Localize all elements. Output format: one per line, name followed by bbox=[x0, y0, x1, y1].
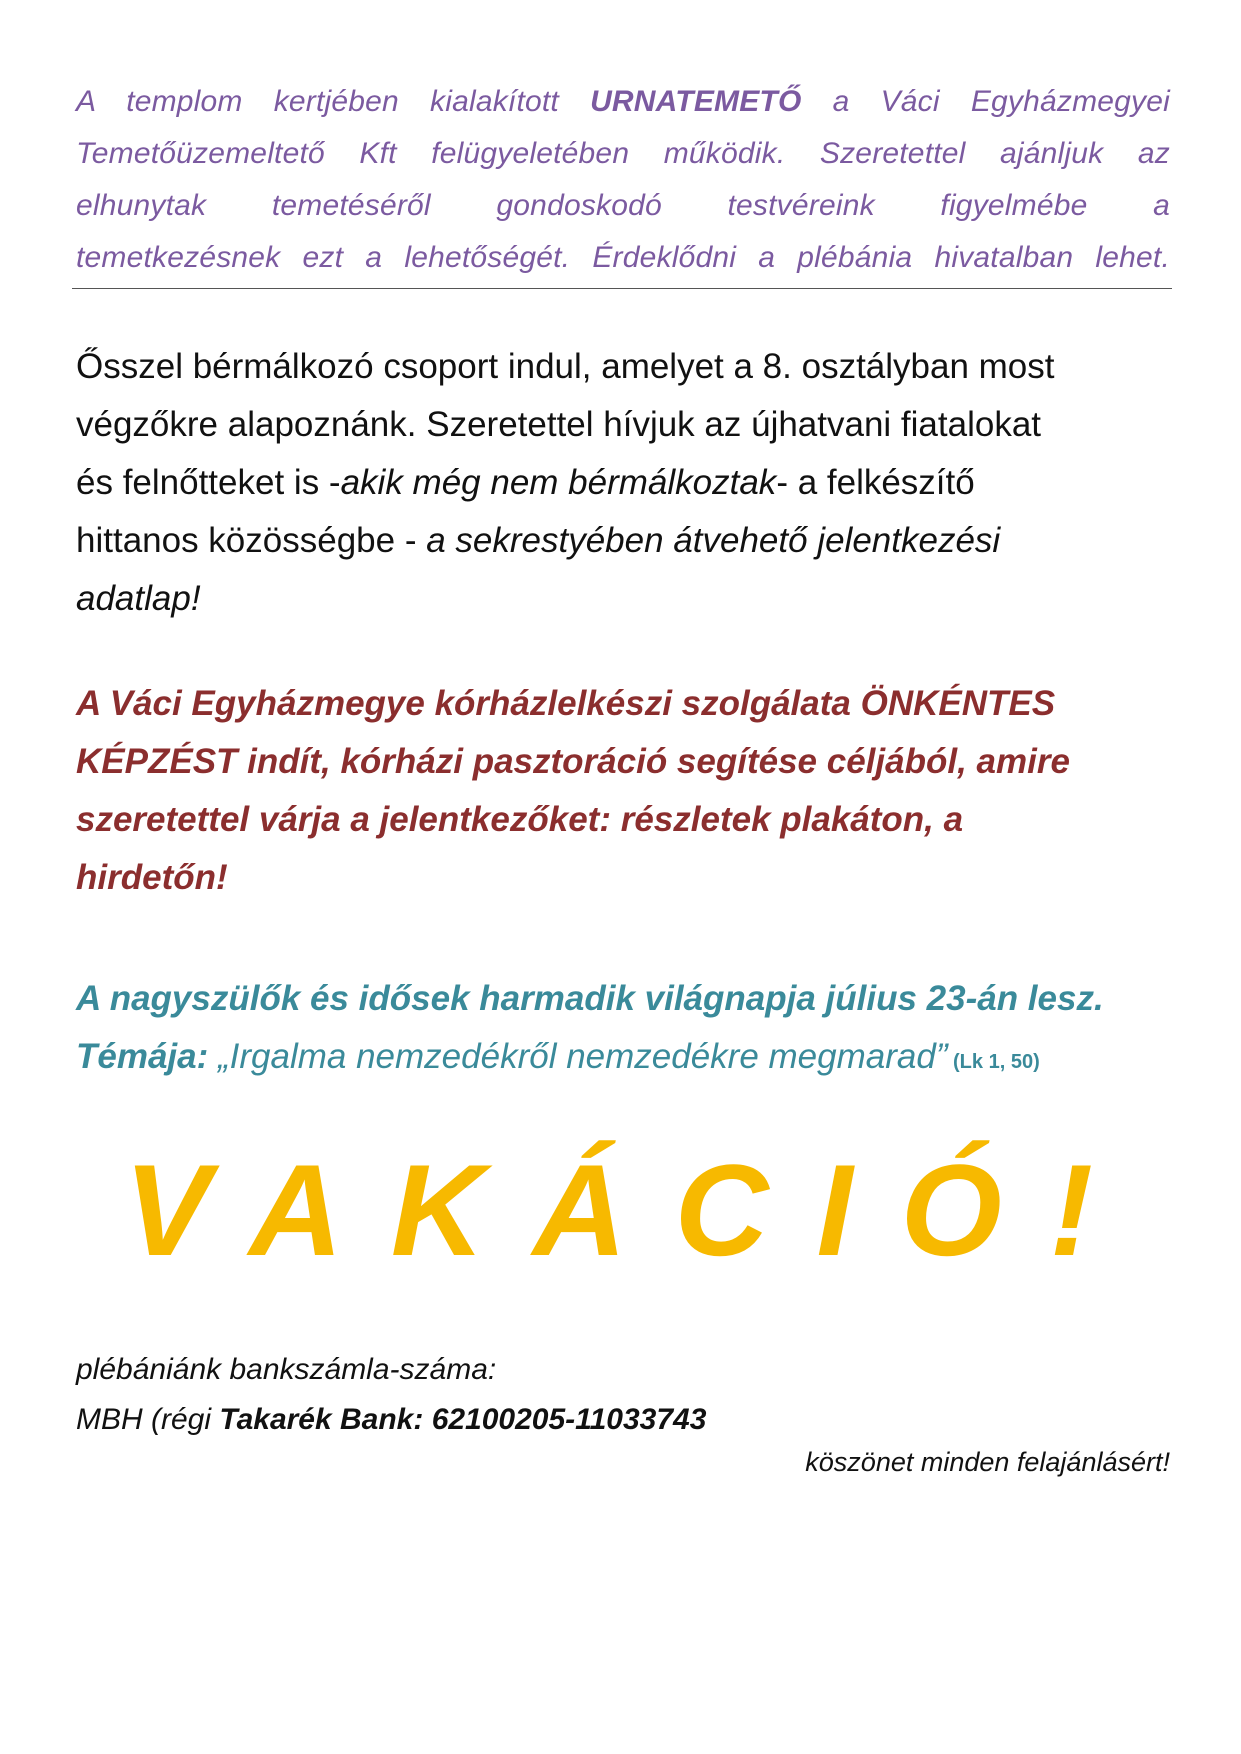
hospital-line-4: hirdetőn! bbox=[76, 858, 228, 897]
urn-line-1-text: A templom kertjében kialakított bbox=[76, 85, 591, 118]
grandparents-line-2 bbox=[76, 1028, 1176, 1091]
grandparents-theme-label: Témája: bbox=[76, 1037, 209, 1076]
urn-line-1 bbox=[76, 76, 1170, 128]
confirmation-line-3 bbox=[76, 454, 1176, 512]
hospital-line-2: KÉPZÉST indít, kórházi pasztoráció segítése céljából, amire bbox=[76, 742, 1070, 781]
grandparents-theme-quote: „Irgalma nemzedékről nemzedékre megmarad” bbox=[208, 1037, 948, 1076]
thanks-note: köszönet minden felajánlásért! bbox=[805, 1447, 1170, 1477]
vacation-banner: VAKÁCIÓ! bbox=[123, 1137, 1142, 1283]
bank-account-line bbox=[76, 1395, 1176, 1445]
urn-line-2: Temetőüzemeltető Kft felügyeletében működik. Szeretettel ajánljuk az bbox=[76, 137, 1170, 170]
urn-cemetery-keyword: URNATEMETŐ bbox=[590, 85, 802, 118]
section-divider bbox=[72, 288, 1172, 289]
confirmation-notice bbox=[76, 338, 1176, 628]
hospital-line-3: szeretettel várja a jelentkezőket: részletek plakáton, a bbox=[76, 800, 964, 839]
hospital-ministry-notice bbox=[76, 675, 1176, 907]
confirmation-line-3-text: és felnőtteket is - bbox=[76, 463, 341, 502]
confirmation-line-1: Ősszel bérmálkozó csoport indul, amelyet a 8. osztályban most bbox=[76, 347, 1055, 386]
confirmation-form-note: a sekrestyében átvehető jelentkezési bbox=[426, 521, 1001, 560]
bank-account-number: Takarék Bank: 62100205-11033743 bbox=[219, 1403, 707, 1436]
confirmation-line-3-rest: - a felkészítő bbox=[776, 463, 975, 502]
bank-name-prefix: MBH (régi bbox=[76, 1403, 220, 1436]
urn-line-1-rest: a Váci Egyházmegyei bbox=[801, 85, 1171, 118]
urn-cemetery-notice bbox=[76, 76, 1170, 284]
grandparents-line-1 bbox=[76, 970, 1176, 1028]
bible-reference: (Lk 1, 50) bbox=[947, 1051, 1040, 1073]
confirmation-italic-phrase: akik még nem bérmálkoztak bbox=[340, 463, 777, 502]
grandparents-headline: A nagyszülők és idősek harmadik világnapja július 23-án lesz. bbox=[76, 979, 1104, 1018]
confirmation-line-4-text: hittanos közösségbe - bbox=[76, 521, 427, 560]
bank-account-info bbox=[76, 1345, 1176, 1445]
confirmation-line-4 bbox=[76, 512, 1176, 570]
grandparents-day-notice bbox=[76, 970, 1176, 1091]
confirmation-line-2: végzőkre alapoznánk. Szeretettel hívjuk az újhatvani fiatalokat bbox=[76, 405, 1042, 444]
confirmation-form-word: adatlap! bbox=[76, 579, 201, 618]
urn-line-3: elhunytak temetéséről gondoskodó testvéreink figyelmébe a bbox=[76, 189, 1170, 222]
urn-line-4: temetkezésnek ezt a lehetőségét. Érdeklődni a plébánia hivatalban lehet. bbox=[76, 241, 1170, 274]
hospital-line-1: A Váci Egyházmegye kórházlelkészi szolgálata ÖNKÉNTES bbox=[76, 684, 1056, 723]
confirmation-line-5 bbox=[76, 570, 1176, 628]
bank-label: plébániánk bankszámla-száma: bbox=[76, 1353, 497, 1386]
